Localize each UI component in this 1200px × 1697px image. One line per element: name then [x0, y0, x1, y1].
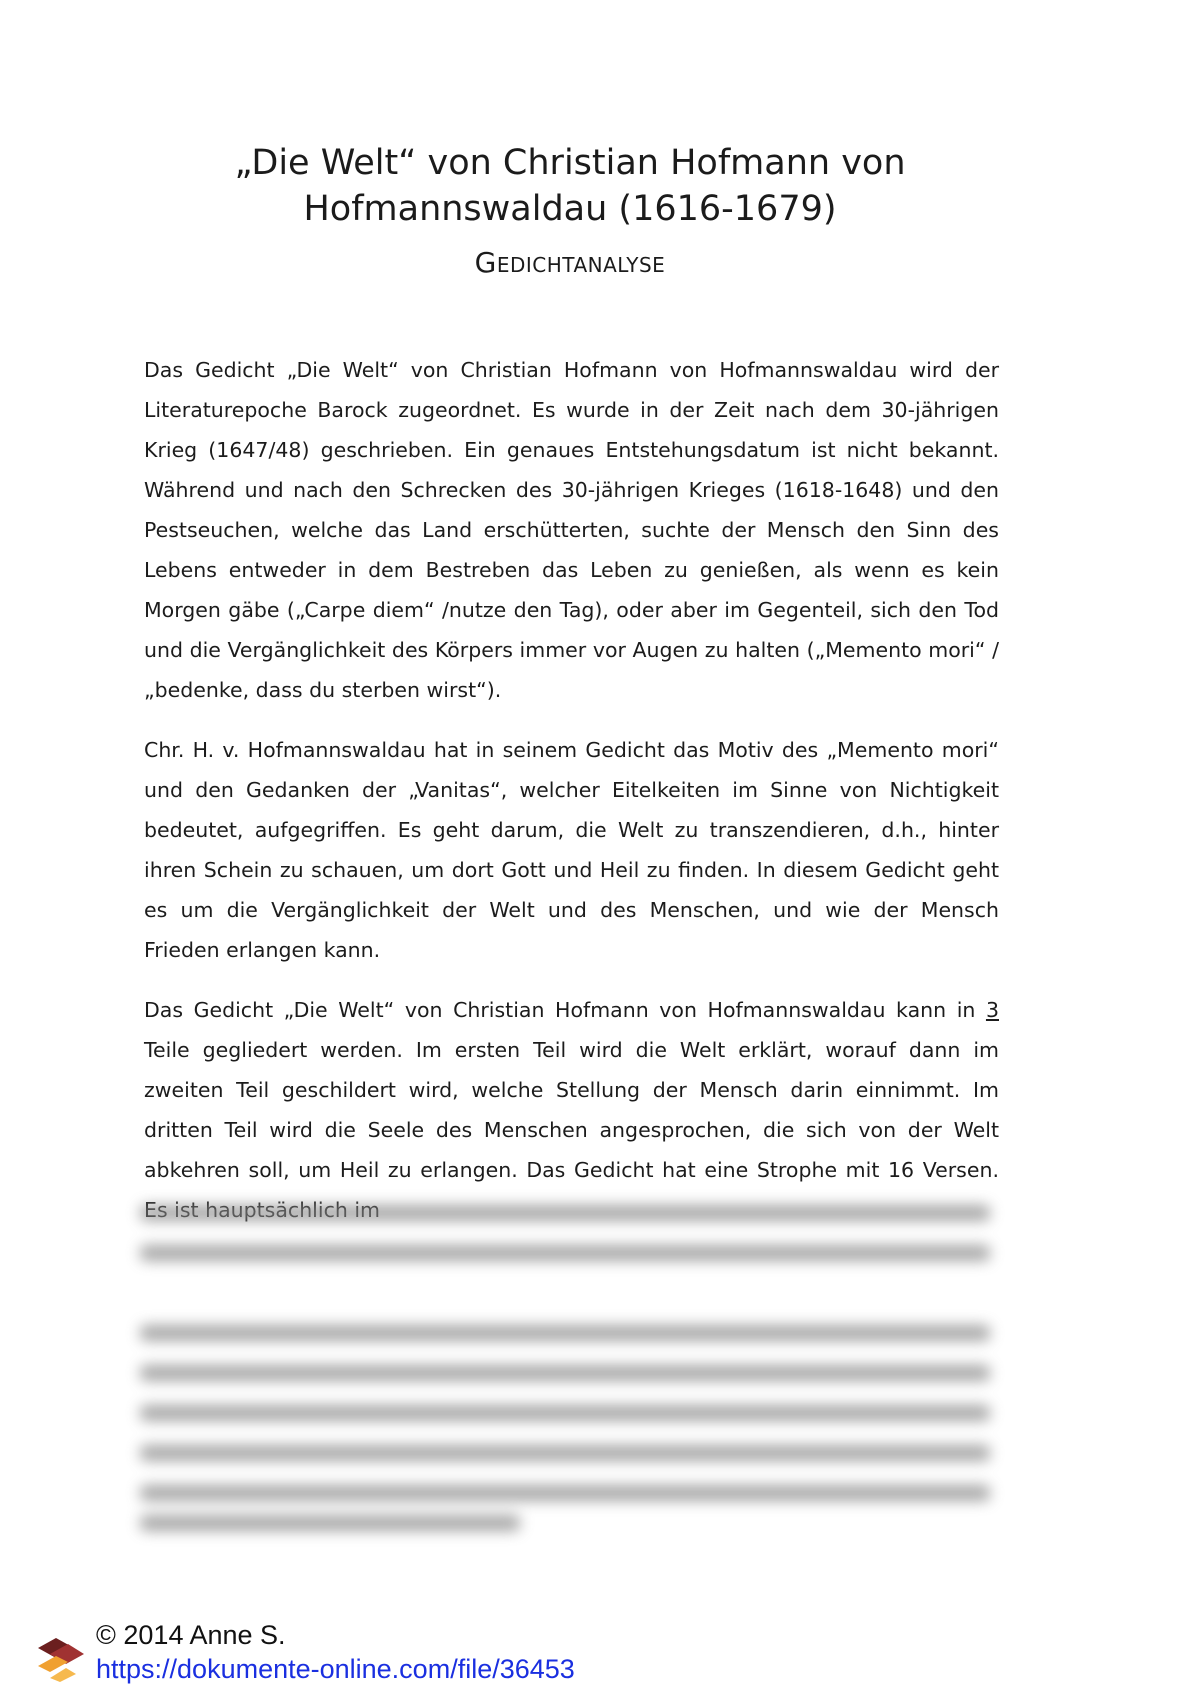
blurred-line [140, 1245, 990, 1261]
source-link[interactable]: https://dokumente-online.com/file/36453 [96, 1654, 575, 1684]
blurred-preview-area [130, 1195, 1010, 1540]
paragraph-2: Chr. H. v. Hofmannswaldau hat in seinem Gedicht das Motiv des „Memento mori“ und den Gedanken der „Vanitas“, welcher Eitelkeiten im Sinne von Nichtigkeit bedeutet, aufgegriffen. Es geht darum, die Welt zu transzendieren, d.h., hinter ihren Schein zu schauen, um dort Gott und Heil zu finden. In diesem Gedicht geht es um die Vergänglichkeit der Welt und des Menschen, und wie der Mensch Frieden erlangen kann. [144, 738, 999, 962]
blurred-line [140, 1515, 520, 1531]
title-line-2: Hofmannswaldau (1616-1679) [303, 189, 837, 229]
blurred-line [140, 1485, 990, 1501]
blurred-line [140, 1365, 990, 1381]
paragraph-3 [144, 990, 999, 1230]
title-line-1: „Die Welt“ von Christian Hofmann von [234, 143, 906, 183]
subtitle-initial: G [474, 246, 497, 279]
copyright-text: © 2014 Anne S. [96, 1620, 286, 1650]
document-title [140, 140, 1000, 232]
paragraph-3-start: Das Gedicht „Die Welt“ von Christian Hofmann von Hofmannswaldau kann in [144, 998, 986, 1022]
diamond-logo-icon [36, 1632, 86, 1682]
body-text [144, 350, 999, 1250]
paragraph-3-end: Teile gegliedert werden. Im ersten Teil wird die Welt erklärt, worauf dann im zweiten Teil geschildert wird, welche Stellung der Mensch darin einnimmt. Im dritten Teil wird die Seele des Menschen angesprochen, die sich von der Welt abkehren soll, um Heil zu erlangen. Das Gedicht hat eine Strophe mit 16 Versen. [144, 1038, 999, 1182]
blurred-line [140, 1325, 990, 1341]
blurred-line [140, 1445, 990, 1461]
footer [30, 1612, 790, 1692]
title-block [140, 140, 1000, 279]
blurred-line [140, 1205, 990, 1221]
paragraph-1: Das Gedicht „Die Welt“ von Christian Hofmann von Hofmannswaldau wird der Literaturepoche Barock zugeordnet. Es wurde in der Zeit nach dem 30-jährigen Krieg (1647/48) geschrieben. Ein genaues Entstehungsdatum ist nicht bekannt. Während und nach den Schrecken des 30-jährigen Krieges (1618-1648) und den Pestseuchen, welche das Land erschütterten, suchte der Mensch den Sinn des Lebens entweder in dem Bestreben das Leben zu genießen, als wenn es kein Morgen gäbe („Carpe diem“ /nutze den Tag), oder aber im Gegenteil, sich den Tod und die Vergänglichkeit des Körpers immer vor Augen zu halten („Memento mori“ /„bedenke, dass du sterben wirst“). [144, 358, 999, 702]
paragraph-3-number: 3 [985, 998, 999, 1022]
document-subtitle [140, 246, 1000, 279]
blurred-line [140, 1405, 990, 1421]
subtitle-rest: edichtanalyse [496, 246, 666, 279]
